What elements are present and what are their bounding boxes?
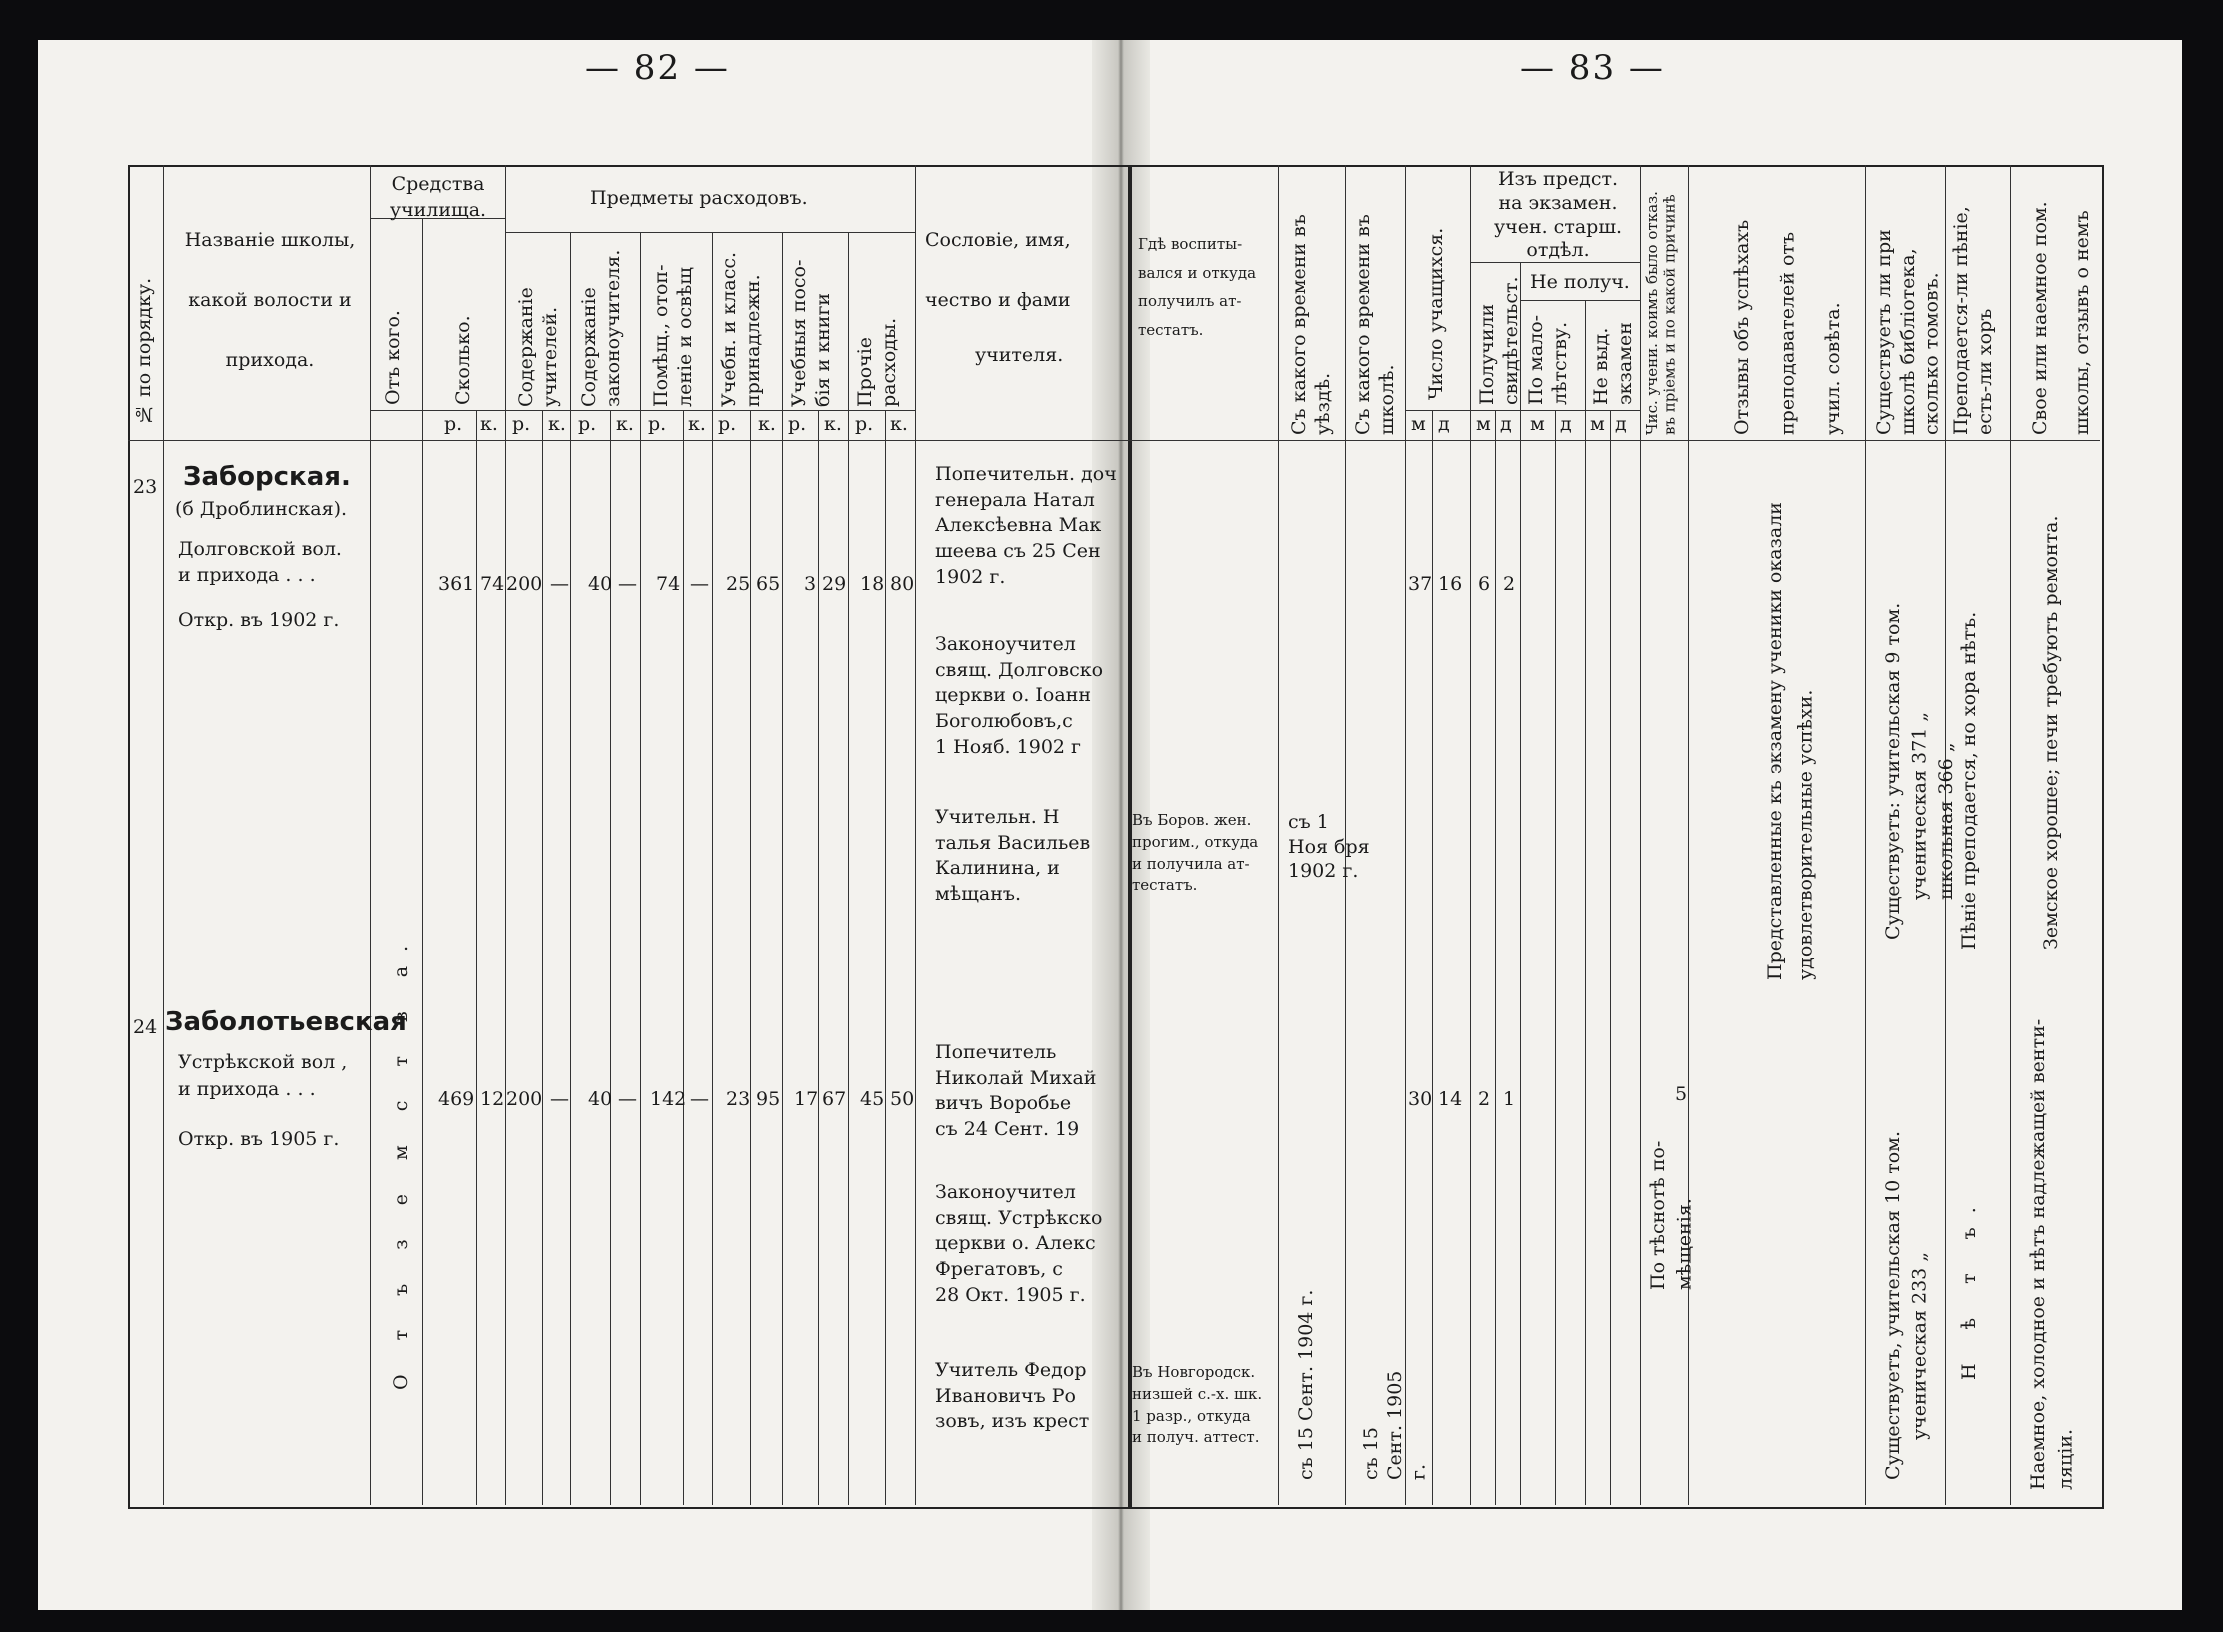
col-by-age-header: По мало- лѣтству. bbox=[1525, 314, 1571, 405]
row-23-library: Существуетъ: учительская 9 том. ученическая 371 „ школьная 366 „ bbox=[1882, 602, 1958, 940]
row-23-parish: и прихода . . . bbox=[178, 564, 316, 586]
md-rule bbox=[1405, 410, 1640, 411]
rk-label: р. bbox=[578, 413, 597, 435]
row-23-books-r: 3 bbox=[804, 573, 817, 595]
row-23-educated: Въ Боров. жен. прогим., откуда и получила ат- тестатъ. bbox=[1132, 811, 1259, 895]
row-24-since-school: съ 15 Сент. 1905 г. bbox=[1360, 1370, 1430, 1480]
col-means-header: Средства училища. bbox=[389, 173, 487, 221]
row-24-teachers-k: — bbox=[550, 1088, 569, 1110]
funds-source-text: О т ъ з е м с т в а. bbox=[390, 931, 412, 1390]
col-building-header: Свое или наемное пом. школы, отзывъ о немъ bbox=[2029, 201, 2093, 435]
md-label: м bbox=[1530, 413, 1545, 435]
md-label: м bbox=[1590, 413, 1605, 435]
col-school-header-3: прихода. bbox=[225, 349, 315, 371]
md-label: д bbox=[1438, 413, 1450, 435]
row-23-trustee: Попечительн. доч генерала Натал Алексѣевна Мак шеева съ 25 Сен 1902 г. bbox=[935, 463, 1117, 588]
row-24-since-uezd: съ 15 Сент. 1904 г. bbox=[1295, 1289, 1317, 1480]
right-header-rule bbox=[1128, 440, 2100, 441]
row-23-name: Заборская. bbox=[183, 462, 351, 492]
rk-label: р. bbox=[648, 413, 667, 435]
md-label: д bbox=[1560, 413, 1572, 435]
row-23-volost: Долговской вол. bbox=[178, 538, 342, 560]
rk-label: р. bbox=[855, 413, 874, 435]
col-how-much-header: Сколько. bbox=[452, 315, 474, 405]
row-24-cert-d: 1 bbox=[1503, 1088, 1516, 1110]
rk-label: к. bbox=[688, 413, 706, 435]
col-failed-header: Не выд. экзамен bbox=[1590, 322, 1636, 405]
col-refused-header: Чис. учени. коимъ было отказ. въ пріемъ и по какой причинѣ bbox=[1643, 191, 1679, 435]
row-24-trustee: Попечитель Николай Михай вичъ Воробье съ 24 Сент. 19 bbox=[935, 1041, 1097, 1140]
col-school-header-2: какой волости и bbox=[188, 289, 352, 311]
row-23-teachers-k: — bbox=[550, 573, 569, 595]
row-24-pupils-m: 30 bbox=[1408, 1088, 1433, 1110]
row-24-supplies-k: 95 bbox=[756, 1088, 781, 1110]
col-not-got-header: Не получ. bbox=[1530, 271, 1630, 293]
col-exam-header: Изъ предст. на экзамен. учен. старш. отдѣл. bbox=[1493, 168, 1623, 262]
col-expenses-header: Предметы расходовъ. bbox=[590, 187, 808, 209]
row-24-num: 24 bbox=[133, 1016, 158, 1038]
col-pupils-header: Число учащихся. bbox=[1425, 227, 1447, 400]
col-supplies-header: Учебн. и класс. принадлежн. bbox=[718, 251, 764, 407]
row-23-other-r: 18 bbox=[860, 573, 885, 595]
row-24-name: Заболотьевская bbox=[165, 1007, 407, 1037]
col-library-header: Существуетъ ли при школѣ библіотека, сколько томовъ. bbox=[1873, 229, 1943, 435]
expenses-rule bbox=[505, 232, 915, 233]
row-23-teacher: Учительн. Н талья Васильев Калинина, и мѣщанъ. bbox=[935, 806, 1091, 905]
page-number-left: — 82 — bbox=[585, 48, 730, 88]
row-23-books-k: 29 bbox=[822, 573, 847, 595]
row-24-library: Существуетъ, учительская 10 том. ученическая 233 „ bbox=[1882, 1130, 1931, 1480]
row-23-alt: (б Дроблинская). bbox=[175, 498, 348, 520]
rk-label: к. bbox=[548, 413, 566, 435]
col-estate-header-2: чество и фами bbox=[925, 289, 1071, 311]
row-24-pupils-d: 14 bbox=[1438, 1088, 1463, 1110]
rk-label: р. bbox=[788, 413, 807, 435]
md-label: м bbox=[1411, 413, 1426, 435]
rk-label: к. bbox=[824, 413, 842, 435]
row-24-amount-r: 469 bbox=[438, 1088, 475, 1110]
row-23-other-k: 80 bbox=[890, 573, 915, 595]
row-23-cert-m: 6 bbox=[1478, 573, 1491, 595]
row-24-books-r: 17 bbox=[794, 1088, 819, 1110]
rk-label: к. bbox=[758, 413, 776, 435]
row-23-premises-k: — bbox=[690, 573, 709, 595]
row-24-teacher: Учитель Федор Ивановичъ Ро зовъ, изъ крест bbox=[935, 1359, 1090, 1433]
row-23-pupils-m: 37 bbox=[1408, 573, 1433, 595]
row-23-supplies-r: 25 bbox=[726, 573, 751, 595]
col-singing-header: Преподается-ли пѣніе, есть-ли хоръ bbox=[1950, 206, 1996, 435]
row-24-other-r: 45 bbox=[860, 1088, 885, 1110]
row-24-law-k: — bbox=[618, 1088, 637, 1110]
row-24-law-r: 40 bbox=[588, 1088, 613, 1110]
col-estate-header-1: Сословіе, имя, bbox=[925, 229, 1071, 251]
col-books-header: Учебныя посо- бія и книги bbox=[788, 259, 834, 407]
col-from-whom-header: Отъ кого. bbox=[382, 310, 404, 405]
rk-rule bbox=[370, 410, 915, 411]
row-23-cert-d: 2 bbox=[1503, 573, 1516, 595]
md-label: д bbox=[1615, 413, 1627, 435]
rk-label: к. bbox=[890, 413, 908, 435]
row-24-teachers-r: 200 bbox=[506, 1088, 543, 1110]
row-24-singing: Н ѣ т ъ. bbox=[1958, 1193, 1980, 1380]
row-23-supplies-k: 65 bbox=[756, 573, 781, 595]
col-got-cert-header: Получили свидѣтельст. bbox=[1476, 276, 1522, 405]
row-23-teachers-r: 200 bbox=[506, 573, 543, 595]
md-label: д bbox=[1500, 413, 1512, 435]
row-24-volost: Устрѣкской вол , bbox=[178, 1051, 348, 1073]
row-24-educated: Въ Новгородск. низшей с.-х. шк. 1 разр., откуда и получ. аттест. bbox=[1132, 1363, 1263, 1447]
col-law-upkeep-header: Содержаніе законоучителя. bbox=[578, 249, 624, 407]
row-24-refused-reason: По тѣснотѣ по- мѣщенія. bbox=[1647, 1140, 1696, 1290]
row-24-opened: Откр. въ 1905 г. bbox=[178, 1128, 340, 1150]
row-24-books-k: 67 bbox=[822, 1088, 847, 1110]
col-teachers-upkeep-header: Содержаніе учителей. bbox=[515, 287, 561, 407]
col-reviews-header: Отзывы объ успѣхахъ преподавателей отъ учил. совѣта. bbox=[1731, 219, 1845, 435]
row-24-supplies-r: 23 bbox=[726, 1088, 751, 1110]
row-24-refused: 5 bbox=[1675, 1083, 1688, 1105]
row-23-opened: Откр. въ 1902 г. bbox=[178, 609, 340, 631]
rk-label: р. bbox=[444, 413, 463, 435]
col-premises-header: Помѣщ., отоп- леніе и освѣщ bbox=[650, 264, 696, 407]
rk-label: к. bbox=[616, 413, 634, 435]
col-school-header-1: Названіе школы, bbox=[184, 229, 356, 251]
col-other-header: Прочіе расходы. bbox=[854, 317, 900, 407]
row-23-since-uezd: съ 1 Ноя бря 1902 г. bbox=[1288, 811, 1370, 883]
row-23-num: 23 bbox=[133, 476, 158, 498]
row-24-cert-m: 2 bbox=[1478, 1088, 1491, 1110]
row-24-amount-k: 12 bbox=[480, 1088, 505, 1110]
notgot-rule bbox=[1520, 300, 1640, 301]
row-23-building: Земское хорошее; печи требуютъ ремонта. bbox=[2040, 515, 2062, 950]
page-number-right: — 83 — bbox=[1520, 48, 1665, 88]
row-24-parish: и прихода . . . bbox=[178, 1078, 316, 1100]
row-23-singing: Пѣніе преподается, но хора нѣтъ. bbox=[1958, 611, 1980, 950]
reviews-text: Представленные къ экзамену ученики оказали удовлетворительные успѣхи. bbox=[1764, 502, 1817, 980]
row-23-amount-k: 74 bbox=[480, 573, 505, 595]
col-since-school-header: Съ какого времени въ школѣ. bbox=[1352, 214, 1398, 435]
col-num-header: № по порядку. bbox=[133, 277, 155, 425]
row-24-law-teacher: Законоучител свящ. Устрѣкско церкви о. Алекс Фрегатовъ, с 28 Окт. 1905 г. bbox=[935, 1181, 1103, 1306]
row-24-building: Наемное, холодное и нѣтъ надлежащей венти- ляціи. bbox=[2027, 1018, 2077, 1490]
rk-label: р. bbox=[512, 413, 531, 435]
col-since-uezd-header: Съ какого времени въ уѣздѣ. bbox=[1288, 214, 1334, 435]
col-estate-header-3: учителя. bbox=[975, 344, 1064, 366]
row-23-premises-r: 74 bbox=[656, 573, 681, 595]
rk-label: к. bbox=[480, 413, 498, 435]
md-label: м bbox=[1476, 413, 1491, 435]
rk-label: р. bbox=[718, 413, 737, 435]
row-23-law-teacher: Законоучител свящ. Долговско церкви о. Іоанн Боголюбовъ,с 1 Нояб. 1902 г bbox=[935, 633, 1104, 758]
row-23-amount-r: 361 bbox=[438, 573, 475, 595]
row-23-pupils-d: 16 bbox=[1438, 573, 1463, 595]
col-educated-header: Гдѣ воспиты- вался и откуда получилъ ат- тестатъ. bbox=[1138, 235, 1257, 339]
row-24-other-k: 50 bbox=[890, 1088, 915, 1110]
row-23-law-r: 40 bbox=[588, 573, 613, 595]
row-23-law-k: — bbox=[618, 573, 637, 595]
left-header-rule bbox=[128, 440, 1128, 441]
row-24-premises-r: 142 bbox=[650, 1088, 687, 1110]
row-24-premises-k: — bbox=[690, 1088, 709, 1110]
